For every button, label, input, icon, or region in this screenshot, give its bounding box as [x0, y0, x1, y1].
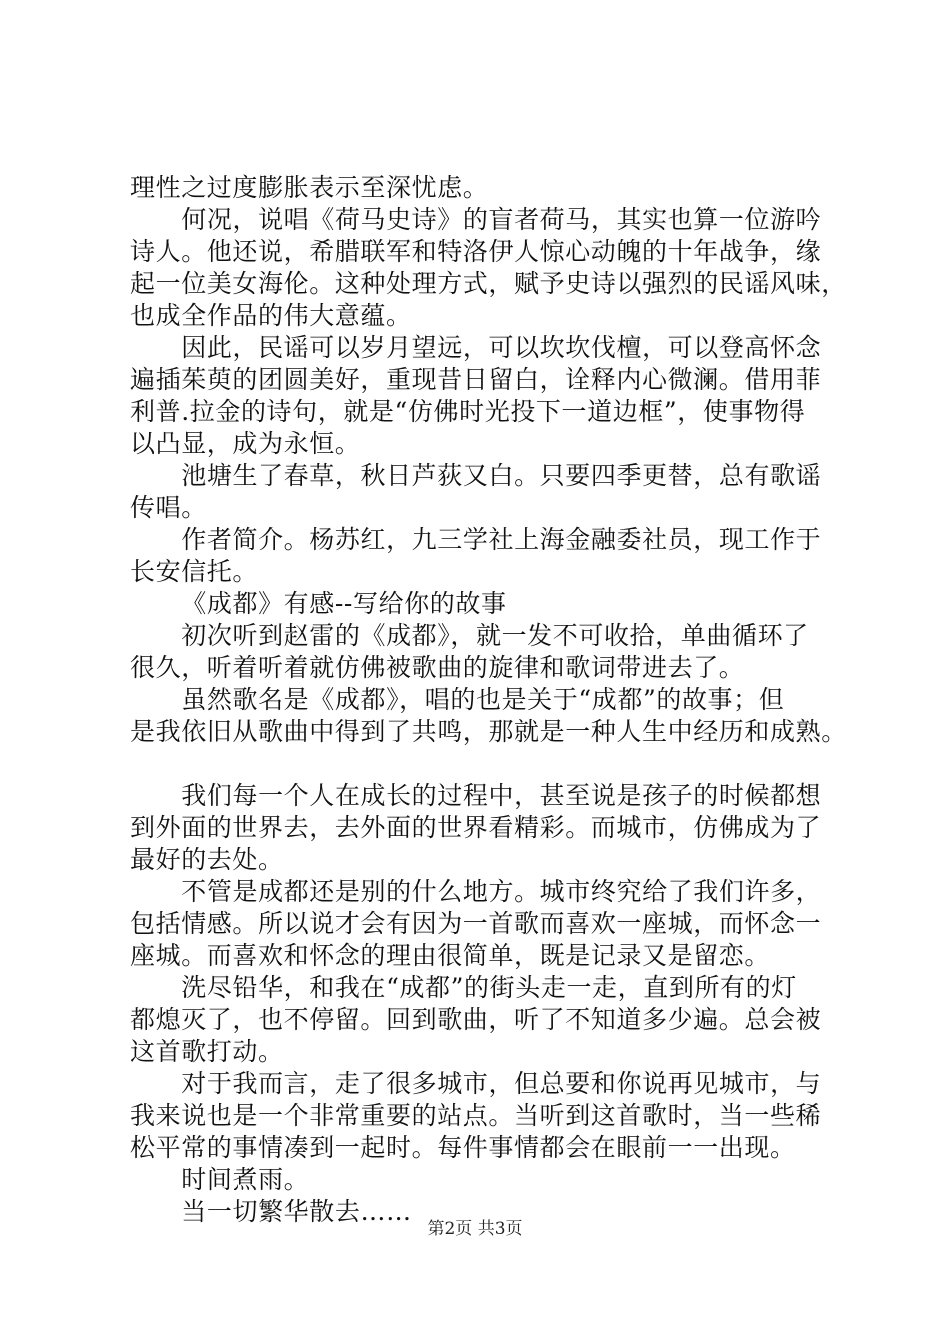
paragraph: 我们每一个人在成长的过程中，甚至说是孩子的时候都想 到外面的世界去，去外面的世界看精彩。而城市，仿佛成为了 最好的去处。: [130, 781, 822, 874]
blank-line: [130, 748, 850, 780]
paragraph: 当一切繁华散去……: [130, 1197, 412, 1226]
paragraph: 对于我而言，走了很多城市，但总要和你说再见城市，与 我来说也是一个非常重要的站点。当听到这首歌时，当一些稀 松平常的事情凑到一起时。每件事情都会在眼前一一出现。: [130, 1069, 822, 1162]
paragraph: 洗尽铅华，和我在“成都”的街头走一走，直到所有的灯 都熄灭了，也不停留。回到歌曲，听了不知道多少遍。总会被 这首歌打动。: [130, 973, 822, 1066]
paragraph: 因此，民谣可以岁月望远，可以坎坎伐檀，可以登高怀念 遍插茱萸的团圆美好，重现昔日留白，诠释内心微澜。借用菲 利普.拉金的诗句，就是“仿佛时光投下一道边框”，使事物得 以凸显，成为永恒。: [130, 333, 822, 458]
document-body: [130, 172, 850, 1228]
paragraph: 何况，说唱《荷马史诗》的盲者荷马，其实也算一位游吟 诗人。他还说，希腊联军和特洛伊人惊心动魄的十年战争，缘 起一位美女海伦。这种处理方式，赋予史诗以强烈的民谣风味， 也成全作品的伟大意蕴。: [130, 205, 847, 330]
paragraph: 初次听到赵雷的《成都》，就一发不可收拾，单曲循环了 很久，听着听着就仿佛被歌曲的旋律和歌词带进去了。: [130, 621, 809, 682]
paragraph: 理性之过度膨胀表示至深忧虑。: [130, 173, 489, 202]
page-footer: 第2页 共3页: [427, 1219, 523, 1239]
paragraph: 不管是成都还是别的什么地方。城市终究给了我们许多， 包括情感。所以说才会有因为一首歌而喜欢一座城，而怀念一 座城。而喜欢和怀念的理由很简单，既是记录又是留恋。: [130, 877, 822, 970]
paragraph: 作者简介。杨苏红，九三学社上海金融委社员，现工作于 长安信托。: [130, 525, 822, 586]
paragraph: 时间煮雨。: [130, 1165, 310, 1194]
paragraph: 虽然歌名是《成都》，唱的也是关于“成都”的故事；但 是我依旧从歌曲中得到了共鸣，那就是一种人生中经历和成熟。: [130, 685, 847, 746]
section-title: 《成都》有感--写给你的故事: [130, 589, 507, 618]
paragraph: 池塘生了春草，秋日芦荻又白。只要四季更替，总有歌谣 传唱。: [130, 461, 822, 522]
